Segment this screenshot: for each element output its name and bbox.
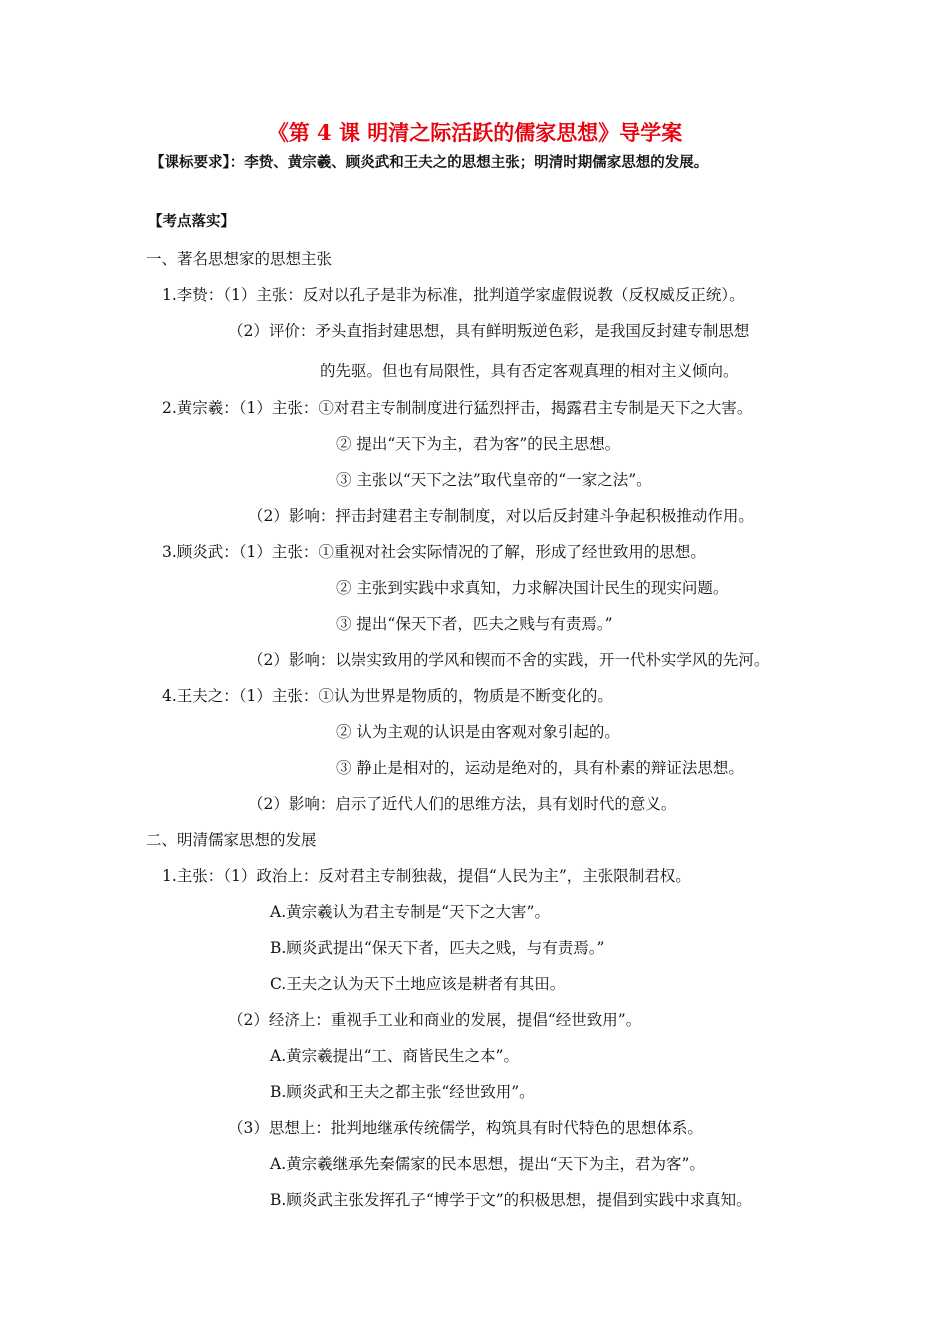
huang-zongxi-claim-1: 2.黄宗羲：（1）主张：①对君主专制制度进行猛烈抨击，揭露君主专制是天下之大害。 (162, 399, 753, 417)
course-requirement (150, 152, 708, 174)
page-title: 《第 4 课 明清之际活跃的儒家思想》导学案 (267, 120, 683, 145)
wang-fuzhi-claim-2: ② 认为主观的认识是由客观对象引起的。 (336, 723, 620, 741)
li-zhi-evaluation: （2）评价：矛头直指封建思想，具有鲜明叛逆色彩，是我国反封建专制思想 (228, 322, 750, 340)
economy-item-b: B.顾炎武和王夫之都主张“经世致用”。 (270, 1083, 535, 1101)
requirement-text: ：李贽、黄宗羲、顾炎武和王夫之的思想主张；明清时期儒家思想的发展。 (229, 154, 709, 171)
politics-item-a: A.黄宗羲认为君主专制是“天下之大害”。 (270, 903, 550, 921)
thought-item-b: B.顾炎武主张发挥孔子“博学于文”的积极思想，提倡到实践中求真知。 (270, 1191, 752, 1209)
huang-zongxi-claim-2: ② 提出“天下为主，君为客”的民主思想。 (336, 435, 621, 453)
wang-fuzhi-claim-1: 4.王夫之：（1）主张：①认为世界是物质的，物质是不断变化的。 (162, 687, 613, 705)
economy-item-a: A.黄宗羲提出“工、商皆民生之本”。 (270, 1047, 519, 1065)
economy-claim: （2）经济上：重视手工业和商业的发展，提倡“经世致用”。 (228, 1011, 642, 1029)
gu-yanwu-claim-2: ② 主张到实践中求真知，力求解决国计民生的现实问题。 (336, 579, 729, 597)
politics-item-c: C.王夫之认为天下土地应该是耕者有其田。 (270, 975, 566, 993)
li-zhi-evaluation-cont: 的先驱。但也有局限性，具有否定客观真理的相对主义倾向。 (320, 362, 739, 380)
kaodian-heading: 【考点落实】 (148, 213, 235, 230)
section2-heading: 二、明清儒家思想的发展 (146, 831, 317, 849)
politics-item-b: B.顾炎武提出“保天下者，匹夫之贱，与有责焉。” (270, 939, 605, 957)
requirement-label: 【课标要求】 (150, 154, 230, 171)
thought-claim: （3）思想上：批判地继承传统儒学，构筑具有时代特色的思想体系。 (228, 1119, 703, 1137)
huang-zongxi-influence: （2）影响：抨击封建君主专制制度，对以后反封建斗争起积极推动作用。 (248, 507, 754, 525)
thought-item-a: A.黄宗羲继承先秦儒家的民本思想，提出“天下为主，君为客”。 (270, 1155, 705, 1173)
politics-claim: 1.主张：（1）政治上：反对君主专制独裁，提倡“人民为主”，主张限制君权。 (162, 867, 691, 885)
li-zhi-claim: 1.李贽：（1）主张：反对以孔子是非为标准，批判道学家虚假说教（反权威反正统）。 (162, 286, 745, 304)
wang-fuzhi-claim-3: ③ 静止是相对的，运动是绝对的，具有朴素的辩证法思想。 (336, 759, 744, 777)
gu-yanwu-influence: （2）影响：以崇实致用的学风和锲而不舍的实践，开一代朴实学风的先河。 (248, 651, 770, 669)
gu-yanwu-claim-3: ③ 提出“保天下者，匹夫之贱与有责焉。” (336, 615, 613, 633)
section1-heading: 一、著名思想家的思想主张 (146, 250, 333, 268)
huang-zongxi-claim-3: ③ 主张以“天下之法”取代皇帝的“一家之法”。 (336, 471, 652, 489)
gu-yanwu-claim-1: 3.顾炎武：（1）主张：①重视对社会实际情况的了解，形成了经世致用的思想。 (162, 543, 706, 561)
wang-fuzhi-influence: （2）影响：启示了近代人们的思维方法，具有划时代的意义。 (248, 795, 677, 813)
